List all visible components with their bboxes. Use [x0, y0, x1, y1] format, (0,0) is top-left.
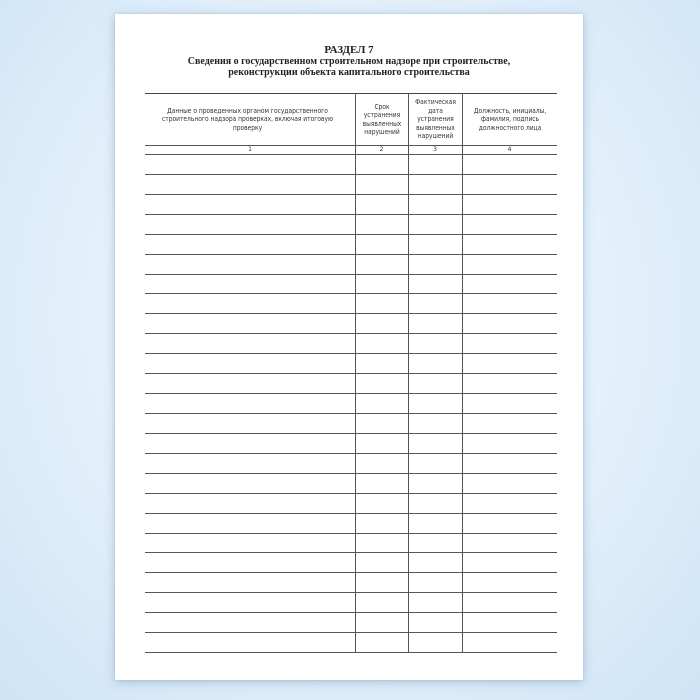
table-row-line [145, 632, 557, 633]
table-row-line [145, 652, 557, 653]
table-row-line [145, 333, 557, 334]
table-row-line [145, 513, 557, 514]
column-number-4: 4 [507, 146, 512, 153]
table-row-line [145, 293, 557, 294]
table-row-line [145, 612, 557, 613]
table-row-line [145, 274, 557, 275]
table-row-line [145, 214, 557, 215]
table-row-line [145, 533, 557, 534]
table-row-line [145, 174, 557, 175]
heading-line-2: реконструкции объекта капитального строительства [228, 67, 470, 78]
column-header-checks: Данные о проведенных органом государственного строительного надзора проверках, включая итоговую проверку [161, 106, 333, 132]
table-top-rule [145, 93, 557, 94]
numbers-bottom-rule [145, 154, 557, 155]
heading-line-1: Сведения о государственном строительном надзоре при строительстве, [187, 56, 511, 67]
column-number-2: 2 [379, 146, 384, 153]
records-table [145, 93, 557, 653]
table-row-line [145, 254, 557, 255]
section-heading [115, 44, 583, 78]
table-row-line [145, 234, 557, 235]
column-number-1: 1 [248, 146, 252, 153]
column-header-actual-date: Фактическая дата устранения выявленных нарушений [415, 98, 456, 141]
table-row-line [145, 572, 557, 573]
header-bottom-rule [145, 145, 557, 146]
table-row-line [145, 592, 557, 593]
table-row-line [145, 552, 557, 553]
table-row-line [145, 373, 557, 374]
section-title: РАЗДЕЛ 7 [324, 44, 374, 56]
table-row-line [145, 393, 557, 394]
table-row-line [145, 194, 557, 195]
table-row-line [145, 493, 557, 494]
table-row-line [145, 413, 557, 414]
table-row-line [145, 353, 557, 354]
table-row-line [145, 433, 557, 434]
table-row-line [145, 453, 557, 454]
column-header-deadline: Срок устранения выявленных нарушений [362, 102, 402, 136]
table-row-line [145, 473, 557, 474]
document-page [115, 14, 583, 680]
table-row-line [145, 313, 557, 314]
column-number-3: 3 [433, 146, 437, 153]
column-header-official: Должность, инициалы, фамилия, подпись должностного лица [473, 106, 547, 132]
